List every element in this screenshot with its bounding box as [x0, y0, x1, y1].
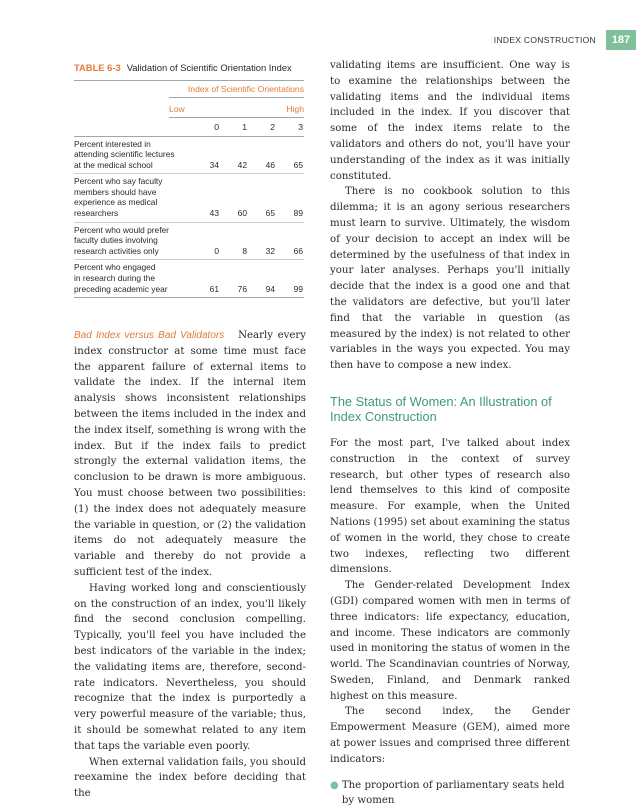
- validation-table: [74, 62, 304, 298]
- row-label: Percent who say faculty members should have experience as medical researchers: [74, 176, 163, 219]
- table-column-header-row: [74, 118, 304, 137]
- column-header: 0: [214, 121, 219, 132]
- table-number: TABLE 6-3: [74, 62, 121, 73]
- cell: 61: [209, 283, 219, 294]
- column-header: 2: [270, 121, 275, 132]
- cell: 34: [209, 159, 219, 170]
- paragraph: The Gender-related Development Index (GDI) compared women with men in terms of three indicators: life expectancy, education, and income. These indicators are commonly used in monitoring the status of women in the world. The Scandinavian countries of Norway, Sweden, Finland, and Denmark ranked highest on this measure.: [330, 580, 570, 702]
- cell: 89: [293, 208, 303, 219]
- paragraph: When external validation fails, you should reexamine the index before deciding that the: [74, 756, 307, 800]
- table-scale-header: [169, 101, 304, 118]
- cell: 46: [265, 159, 275, 170]
- cell: 94: [265, 283, 275, 294]
- cell: 43: [209, 208, 219, 219]
- running-header: [494, 30, 636, 50]
- paragraph: validating items are insufficient. One way is to examine the relationships between the validating items and the individual items included in the index. If you discover that some of the index items relate to the validators and others do not, you'll have your understanding of the index as it was initially constituted.: [330, 60, 570, 182]
- cell: 8: [242, 245, 247, 256]
- column-header: 3: [298, 121, 303, 132]
- table-row: [74, 223, 304, 261]
- paragraph-text: Nearly every index constructor at some time must face the apparent failure of external items to validate the index. If the internal item analysis shows inconsistent relationships between the items included in the index and the index itself, something is wrong with the index. But if the index fails to predict strongly the external validation items, the conclusion to be drawn is more ambiguous. You must choose between two possibilities: (1) the index does not adequately measure the variable in question, or (2) the validation items do not adequately measure the variable and thereby do not provide a sufficient test of the index.: [74, 330, 307, 578]
- row-label: Percent who engaged in research during the preceding academic year: [74, 262, 168, 294]
- paragraph: The second index, the Gender Empowerment Measure (GEM), aimed more at power issues and comprised three different indicators:: [330, 706, 570, 765]
- table-group-header: [74, 81, 304, 101]
- bullet-icon: ●: [330, 779, 339, 791]
- table-caption: [74, 62, 304, 75]
- page-number: 187: [606, 30, 636, 50]
- section-heading: The Status of Women: An Illustration of Index Construction: [330, 393, 552, 424]
- cell: 99: [293, 283, 303, 294]
- table-row: [74, 137, 304, 175]
- cell: 65: [265, 208, 275, 219]
- paragraph: Having worked long and conscientiously on the construction of an index, you'll likely find the second conclusion compelling. Typically, you'll feel you have included the best indicators of the variable in the index; the validating items are, therefore, second-rate indicators. Nevertheless, you should recognize that the index is purportedly a very powerful measure of the variable; thus, it should be somewhat related to any item that taps the variable even poorly.: [74, 582, 306, 752]
- cell: 76: [237, 283, 247, 294]
- row-label: Percent interested in attending scientific lectures at the medical school: [74, 138, 175, 170]
- bullet-item: [330, 778, 570, 809]
- column-header: 1: [242, 121, 247, 132]
- cell: 65: [293, 159, 303, 170]
- paragraph: For the most part, I've talked about index construction in the context of survey research, but other types of research also lend themselves to this kind of composite measure. For example, when the United Nations (1995) set about examining the status of women in the world, they chose to create two indexes, reflecting two different dimensions.: [330, 437, 570, 576]
- cell: 60: [237, 208, 247, 219]
- right-column: [330, 58, 570, 809]
- cell: 66: [293, 245, 303, 256]
- cell: 0: [214, 245, 219, 256]
- bullet-text: The proportion of parliamentary seats held by women: [341, 779, 565, 807]
- paragraph: There is no cookbook solution to this dilemma; it is an agony serious researchers must learn to survive. Ultimately, the wisdom of your decision to accept an index will be determined by the usefulness of that index in your later analyses. Perhaps you'll initially decide that the index is a good one and that the validators are defective, but you'll later find that the variable in question (as measured by the index) is not related to other variables in the ways you expected. You may then have to compose a new index.: [330, 186, 570, 372]
- table-title: Validation of Scientific Orientation Index: [126, 62, 292, 73]
- left-column: [74, 328, 306, 802]
- low-label: Low: [169, 103, 185, 114]
- table-row: [74, 260, 304, 298]
- paragraph: [74, 328, 306, 581]
- running-section-title: INDEX CONSTRUCTION: [493, 35, 596, 45]
- high-label: High: [286, 103, 304, 114]
- table-row: [74, 174, 304, 222]
- table-group-header-label: Index of Scientific Orientations: [169, 84, 304, 98]
- row-label: Percent who would prefer faculty duties involving research activities only: [74, 224, 169, 256]
- cell: 42: [237, 159, 247, 170]
- runin-heading: Bad Index versus Bad Validators: [74, 330, 225, 341]
- cell: 32: [265, 245, 275, 256]
